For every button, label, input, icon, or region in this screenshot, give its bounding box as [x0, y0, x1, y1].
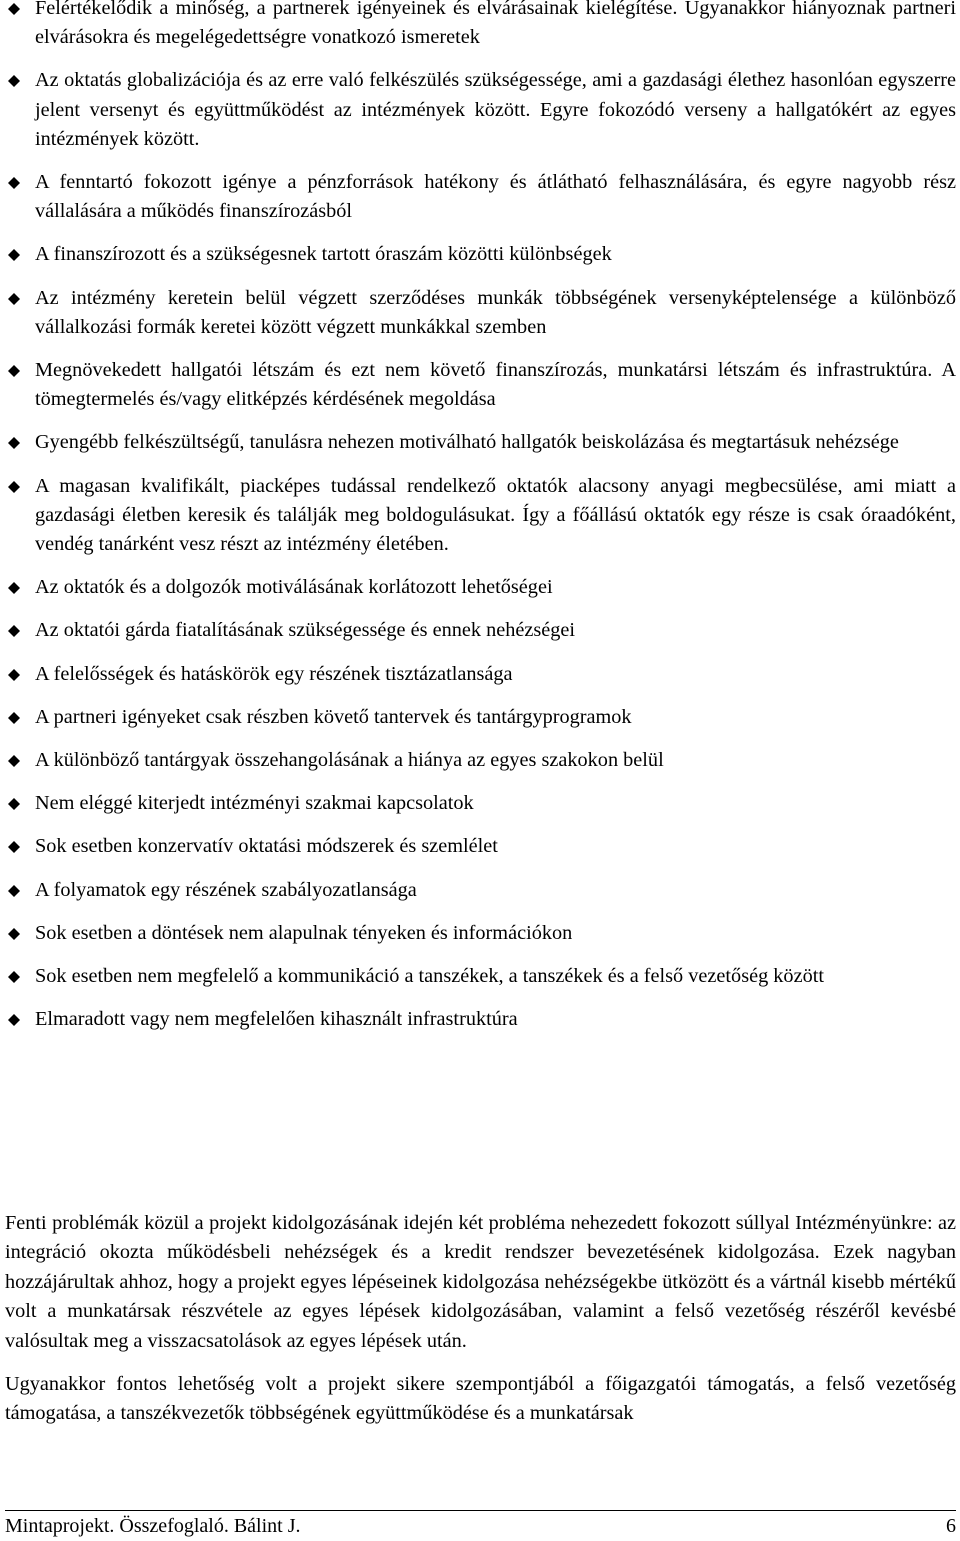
bullet-text: A finanszírozott és a szükségesnek tartott óraszám közötti különbségek — [35, 243, 612, 266]
bullet-item — [0, 919, 960, 948]
diamond-bullet-icon — [8, 625, 20, 637]
bullet-text: Az oktatók és a dolgozók motiválásának korlátozott lehetőségei — [35, 576, 553, 599]
bullet-text: A felelősségek és hatáskörök egy részének tisztázatlansága — [35, 662, 513, 685]
bullet-item — [0, 66, 960, 154]
bullet-item — [0, 703, 960, 732]
body-paragraph: Fenti problémák közül a projekt kidolgozásának idején két probléma nehezedett fokozott súllyal Intézményünkre: az integráció okozta működésbeli nehézségek és a kredit rendszer bevezetésének kidolgozása. Ezek nagyban hozzájárultak ahhoz, hogy a projekt egyes lépéseinek kidolgozása nehézségekbe ütközött és a vártnál kisebb mértékű volt a munkatársak részvétele az egyes lépések kidolgozásában, valamint a felső vezetőség részéről kevésbé valósultak meg a visszacsatolások az egyes lépések után. — [5, 1212, 956, 1352]
diamond-bullet-icon — [8, 928, 20, 940]
page-footer — [5, 1510, 956, 1538]
bullet-text: A fenntartó fokozott igénye a pénzforrások hatékony és átlátható felhasználására, és egyre nagyobb rész vállalására a működés finanszírozásból — [35, 171, 956, 223]
diamond-bullet-icon — [8, 669, 20, 681]
diamond-bullet-icon — [8, 3, 20, 15]
diamond-bullet-icon — [8, 798, 20, 810]
bullet-item — [0, 240, 960, 269]
diamond-bullet-icon — [8, 712, 20, 724]
diamond-bullet-icon — [8, 293, 20, 305]
bullet-item — [0, 789, 960, 818]
diamond-bullet-icon — [8, 885, 20, 897]
bullet-text: Az oktatói gárda fiatalításának szükségessége és ennek nehézségei — [35, 619, 576, 642]
bullet-item — [0, 0, 960, 52]
diamond-bullet-icon — [8, 971, 20, 983]
bullet-text: Az oktatás globalizációja és az erre való felkészülés szükségessége, ami a gazdasági élethez hasonlóan egyszerre jelent versenyt és együttműködést az intézmények között. Egyre fokozódó verseny a hallgatókért az egyes intézmények között. — [35, 69, 956, 150]
diamond-bullet-icon — [8, 1014, 20, 1026]
diamond-bullet-icon — [8, 582, 20, 594]
page-number: 6 — [946, 1515, 956, 1537]
footer-document-title: Mintaprojekt. Összefoglaló. Bálint J. — [5, 1515, 301, 1537]
bullet-item — [0, 746, 960, 775]
bullet-item — [0, 168, 960, 226]
bullet-text: Az intézmény keretein belül végzett szerződéses munkák többségének versenyképtelensége a különböző vállalkozási formák keretei között végzett munkákkal szemben — [35, 286, 956, 338]
bullet-item — [0, 962, 960, 991]
bullet-text: Sok esetben nem megfelelő a kommunikáció a tanszékek, a tanszékek és a felső vezetőség között — [35, 965, 824, 988]
bullet-item — [0, 876, 960, 905]
body-paragraph: Ugyanakkor fontos lehetőség volt a projekt sikere szempontjából a főigazgatói támogatás, a felső vezetőség támogatása, a tanszékvezetők többségének együttműködése és a munkatársak — [5, 1373, 956, 1425]
narrative-section — [5, 1209, 956, 1443]
bullet-item — [0, 573, 960, 602]
bullet-text: Nem eléggé kiterjedt intézményi szakmai kapcsolatok — [35, 792, 474, 815]
bullet-item — [0, 284, 960, 342]
diamond-bullet-icon — [8, 75, 20, 87]
bullet-item — [0, 616, 960, 645]
bullet-text: Elmaradott vagy nem megfelelően kihasznált infrastruktúra — [35, 1008, 518, 1031]
bullet-item — [0, 660, 960, 689]
diamond-bullet-icon — [8, 755, 20, 767]
bullet-text: Felértékelődik a minőség, a partnerek igényeinek és elvárásainak kielégítése. Ugyanakkor hiányoznak partneri elvárásokra és megelégedettségre vonatkozó ismeretek — [35, 0, 956, 49]
diamond-bullet-icon — [8, 841, 20, 853]
bullet-text: Sok esetben konzervatív oktatási módszerek és szemlélet — [35, 835, 498, 858]
bullet-text: Gyengébb felkészültségű, tanulásra nehezen motiválható hallgatók beiskolázása és megtartásuk nehézsége — [35, 431, 899, 454]
diamond-bullet-icon — [8, 481, 20, 493]
bullet-text: A partneri igényeket csak részben követő tantervek és tantárgyprogramok — [35, 705, 632, 728]
bullet-item — [0, 428, 960, 457]
bullet-text: A különböző tantárgyak összehangolásának a hiánya az egyes szakokon belül — [35, 749, 664, 772]
diamond-bullet-icon — [8, 177, 20, 189]
bullet-text: Sok esetben a döntések nem alapulnak tényeken és információkon — [35, 921, 573, 944]
bullet-item — [0, 1005, 960, 1034]
bullet-item — [0, 472, 960, 560]
bullet-item — [0, 832, 960, 861]
diamond-bullet-icon — [8, 249, 20, 261]
bullet-text: A folyamatok egy részének szabályozatlansága — [35, 878, 417, 901]
bullet-item — [0, 356, 960, 414]
bullet-text: Megnövekedett hallgatói létszám és ezt nem követő finanszírozás, munkatársi létszám és infrastruktúra. A tömegtermelés és/vagy elitképzés kérdésének megoldása — [35, 359, 956, 411]
diamond-bullet-icon — [8, 437, 20, 449]
bullet-text: A magasan kvalifikált, piacképes tudással rendelkező oktatók alacsony anyagi megbecsülése, ami miatt a gazdasági életben keresik és találják meg boldogulásukat. Így a főállású oktatók egy része is csak óraadóként, vendég tanárként vesz részt az intézmény életében. — [35, 474, 956, 556]
diamond-bullet-icon — [8, 365, 20, 377]
